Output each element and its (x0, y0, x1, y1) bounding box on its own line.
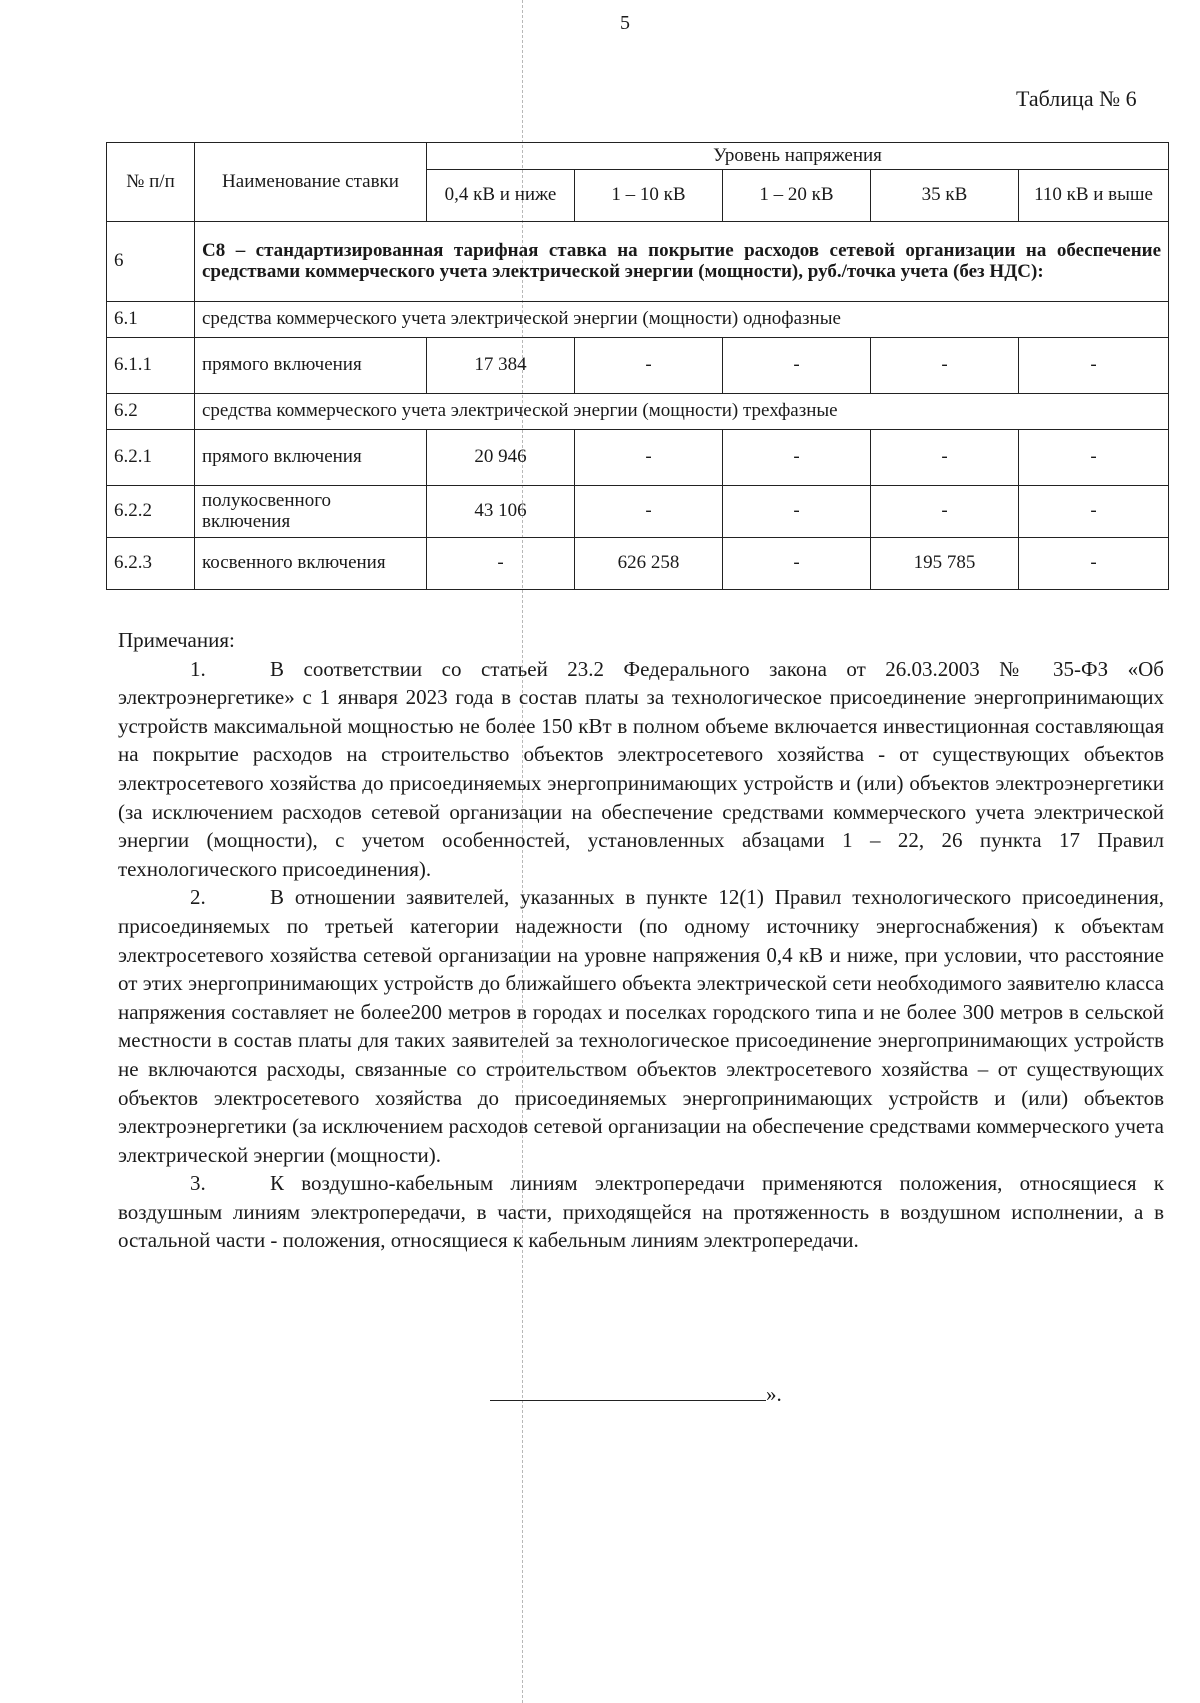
note-text: В соответствии со статьей 23.2 Федерального закона от 26.03.2003 № 35-ФЗ «Об электроэнергетике» с 1 января 2023 года в состав платы за технологическое присоединение энергопринимающих устройств максимальной мощностью не более 150 кВт в полном объеме включается инвестиционная составляющая на покрытие расходов на строительство объектов электросетевого хозяйства - от существующих объектов электросетевого хозяйства до присоединяемых энергопринимающих устройств и (или) объектов электроэнергетики (за исключением расходов сетевой организации на обеспечение средствами коммерческого учета электрической энергии (мощности), с учетом особенностей, установленных абзацами 1 – 22, 26 пункта 17 Правил технологического присоединения). (118, 656, 1164, 881)
closing-underline (490, 1382, 766, 1401)
row-num: 6.2.3 (107, 537, 195, 589)
cell-value: - (575, 485, 723, 537)
cell-value: - (871, 337, 1019, 393)
header-voltage-1-20kv: 1 – 20 кВ (723, 169, 871, 221)
note-number: 3. (190, 1171, 206, 1196)
cell-value: - (723, 429, 871, 485)
cell-value: 43 106 (427, 485, 575, 537)
cell-value: - (575, 337, 723, 393)
header-voltage-level: Уровень напряжения (427, 143, 1169, 170)
row-name: прямого включения (195, 429, 427, 485)
header-voltage-35kv: 35 кВ (871, 169, 1019, 221)
note-number: 1. (190, 656, 206, 681)
cell-value: - (1019, 537, 1169, 589)
note-number: 2. (190, 885, 206, 910)
row-group-title: средства коммерческого учета электрической энергии (мощности) трехфазные (195, 393, 1169, 429)
row-num: 6.1 (107, 301, 195, 337)
header-voltage-110kv: 110 кВ и выше (1019, 169, 1169, 221)
cell-value: - (427, 537, 575, 589)
notes-section (118, 626, 1164, 1255)
row-section-title: С8 – стандартизированная тарифная ставка на покрытие расходов сетевой организации на обеспечение средствами коммерческого учета электрической энергии (мощности), руб./точка учета (без НДС): (195, 221, 1169, 301)
header-voltage-0-4kv: 0,4 кВ и ниже (427, 169, 575, 221)
header-num: № п/п (107, 143, 195, 222)
note-item (118, 655, 1164, 884)
cell-value: 626 258 (575, 537, 723, 589)
table-row (107, 485, 1169, 537)
note-item (118, 883, 1164, 1169)
closing-mark (490, 1382, 782, 1407)
note-text: К воздушно-кабельным линиям электропередачи применяются положения, относящиеся к воздушным линиям электропередачи, в части, приходящейся на протяженность в воздушном исполнении, а в остальной части - положения, относящиеся к кабельным линиям электропередачи. (118, 1171, 1164, 1253)
table-header-row (107, 143, 1169, 170)
cell-value: - (871, 429, 1019, 485)
row-name: косвенного включения (195, 537, 427, 589)
header-name: Наименование ставки (195, 143, 427, 222)
table-row (107, 301, 1169, 337)
header-voltage-1-10kv: 1 – 10 кВ (575, 169, 723, 221)
cell-value: - (723, 337, 871, 393)
table-row (107, 429, 1169, 485)
page-number: 5 (620, 12, 630, 34)
table-row (107, 337, 1169, 393)
cell-value: - (723, 485, 871, 537)
row-num: 6.1.1 (107, 337, 195, 393)
cell-value: - (723, 537, 871, 589)
row-group-title: средства коммерческого учета электрической энергии (мощности) однофазные (195, 301, 1169, 337)
closing-quote: ». (766, 1382, 782, 1406)
row-num: 6.2.1 (107, 429, 195, 485)
row-name: полукосвенного включения (195, 485, 427, 537)
note-item (118, 1169, 1164, 1255)
table-caption: Таблица № 6 (1016, 86, 1137, 111)
table-row (107, 221, 1169, 301)
cell-value: 195 785 (871, 537, 1019, 589)
cell-value: - (871, 485, 1019, 537)
cell-value: 20 946 (427, 429, 575, 485)
cell-value: - (575, 429, 723, 485)
cell-value: 17 384 (427, 337, 575, 393)
row-name: прямого включения (195, 337, 427, 393)
cell-value: - (1019, 485, 1169, 537)
cell-value: - (1019, 429, 1169, 485)
notes-title: Примечания: (118, 628, 235, 652)
table-row (107, 393, 1169, 429)
note-text: В отношении заявителей, указанных в пункте 12(1) Правил технологического присоединения, присоединяемых по третьей категории надежности (по одному источнику энергоснабжения) к объектам электросетевого хозяйства сетевой организации на уровне напряжения 0,4 кВ и ниже, при условии, что расстояние от этих энергопринимающих устройств до ближайшего объекта электрической сети необходимого заявителю класса напряжения составляет не более200 метров в городах и поселках городского типа и не более 300 метров в сельской местности в состав платы для таких заявителей за технологическое присоединение энергопринимающих устройств не включаются расходы, связанные со строительством объектов электросетевого хозяйства – от существующих объектов электросетевого хозяйства до присоединяемых энергопринимающих устройств и (или) объектов электроэнергетики (за исключением расходов сетевой организации на обеспечение средствами коммерческого учета электрической энергии (мощности). (118, 885, 1164, 1167)
cell-value: - (1019, 337, 1169, 393)
row-num: 6.2.2 (107, 485, 195, 537)
row-num: 6.2 (107, 393, 195, 429)
row-num: 6 (107, 221, 195, 301)
rates-table (106, 142, 1169, 590)
table-row (107, 537, 1169, 589)
